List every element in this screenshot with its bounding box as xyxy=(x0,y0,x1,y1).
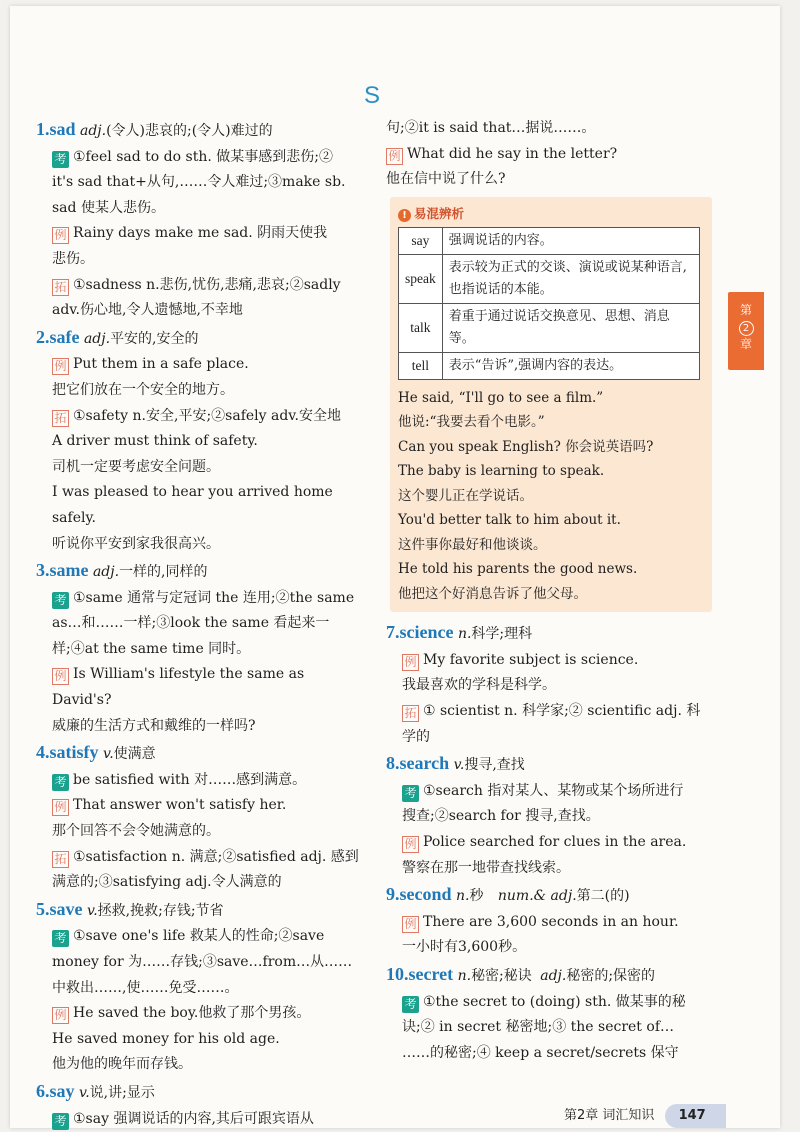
cell-desc: 着重于通过说话交换意见、思想、消息等。 xyxy=(442,303,699,352)
text-line: 样;④at the same time 同时。 xyxy=(52,640,251,657)
part-of-speech: n. xyxy=(457,968,472,984)
example-icon: 例 xyxy=(386,148,403,165)
cell-word: say xyxy=(399,227,443,254)
kao-line xyxy=(36,924,366,950)
part-of-speech: v. xyxy=(453,757,465,774)
definition: 秒 xyxy=(469,888,484,905)
part-of-speech: adj. xyxy=(92,564,120,581)
box-example: 这件事你最好和他谈谈。 xyxy=(398,536,547,553)
headword: 5.save xyxy=(36,898,83,919)
box-example: You'd better talk to him about it. xyxy=(398,512,621,529)
definition: 第二(的) xyxy=(576,888,630,905)
text-line: 悲伤。 xyxy=(52,250,94,267)
box-example: Can you speak English? 你会说英语吗? xyxy=(398,438,654,455)
right-column xyxy=(386,116,716,1066)
text: Is William's lifestyle the same as David's? xyxy=(52,666,305,709)
tuo-line xyxy=(36,273,366,299)
part-of-speech: v. xyxy=(102,746,114,763)
extend-icon: 拓 xyxy=(52,279,69,296)
tuo-line xyxy=(36,845,366,871)
text-line: 我最喜欢的学科是科学。 xyxy=(402,677,556,694)
section-letter: S xyxy=(364,82,381,109)
entry-sad xyxy=(36,117,366,145)
definition: 拯救,挽救;存钱;节省 xyxy=(97,902,224,919)
text: ①feel sad to do sth. 做某事感到悲伤;② xyxy=(73,148,333,165)
table-row xyxy=(399,254,700,303)
tab-text: 章 xyxy=(739,337,752,351)
text-line: money for 为……存钱;③save…from…从…… xyxy=(52,954,353,970)
part-of-speech: v. xyxy=(86,902,98,919)
table-row xyxy=(399,227,700,254)
text: ①say 强调说话的内容,其后可跟宾语从 xyxy=(73,1110,314,1127)
li-line xyxy=(386,648,716,674)
box-example: 这个婴儿正在学说话。 xyxy=(398,487,533,504)
headword: 1.sad xyxy=(36,119,76,139)
page-footer xyxy=(564,1104,726,1128)
cell-desc: 强调说话的内容。 xyxy=(442,227,699,254)
kao-icon: 考 xyxy=(52,1113,69,1130)
table-row xyxy=(399,352,700,379)
kao-icon: 考 xyxy=(52,774,69,791)
text: Put them in a safe place. xyxy=(73,356,249,373)
text: ① scientist n. 科学家;② scientific adj. 科 xyxy=(423,703,701,720)
definition: 搜寻,查找 xyxy=(464,757,525,774)
text-line: He saved money for his old age. xyxy=(52,1030,280,1047)
box-title xyxy=(398,203,704,225)
box-example: 他把这个好消息告诉了他父母。 xyxy=(398,585,587,602)
kao-line xyxy=(36,586,366,612)
text-line: 搜查;②search for 搜寻,查找。 xyxy=(402,808,600,825)
example-icon: 例 xyxy=(52,1007,69,1024)
definition: (令人)悲哀的;(令人)难过的 xyxy=(106,123,273,139)
tuo-line xyxy=(36,404,366,430)
extend-icon: 拓 xyxy=(52,851,69,868)
entry-same xyxy=(36,558,366,586)
kao-line xyxy=(386,990,716,1016)
headword: 10.secret xyxy=(386,964,454,984)
text: ①the secret to (doing) sth. 做某事的秘 xyxy=(423,993,686,1010)
definition: 科学;理科 xyxy=(471,626,533,643)
li-line xyxy=(36,352,366,378)
kao-icon: 考 xyxy=(402,996,419,1013)
definition: 一样的,同样的 xyxy=(119,564,208,581)
example-icon: 例 xyxy=(52,668,69,685)
text: My favorite subject is science. xyxy=(423,651,639,668)
example-icon: 例 xyxy=(52,358,69,375)
text: ①same 通常与定冠词 the 连用;②the same xyxy=(73,589,355,606)
text-line: 司机一定要考虑安全问题。 xyxy=(52,458,220,475)
headword: 3.same xyxy=(36,560,89,581)
kao-line xyxy=(36,145,366,171)
text-line: 听说你平安到家我很高兴。 xyxy=(52,535,220,552)
extend-icon: 拓 xyxy=(402,705,419,722)
text: ①search 指对某人、某物或某个场所进行 xyxy=(423,782,684,799)
example-icon: 例 xyxy=(402,916,419,933)
warning-icon: ! xyxy=(398,209,411,222)
kao-icon: 考 xyxy=(52,930,69,947)
text-line: I was pleased to hear you arrived home safely. xyxy=(52,484,333,526)
kao-icon: 考 xyxy=(52,592,69,609)
definition: 秘密的;保密的 xyxy=(566,968,656,984)
entry-say xyxy=(36,1079,366,1107)
text-line: 把它们放在一个安全的地方。 xyxy=(52,381,234,398)
text-line: ……的秘密;④ keep a secret/secrets 保守 xyxy=(402,1044,679,1061)
kao-line xyxy=(36,768,366,794)
text: ①save one's life 救某人的性命;②save xyxy=(73,928,325,945)
cell-word: tell xyxy=(399,352,443,379)
text-line: 学的 xyxy=(402,728,430,745)
book-page xyxy=(10,6,780,1128)
text-line: 满意的;③satisfying adj.令人满意的 xyxy=(52,874,282,891)
part-of-speech: num.& adj. xyxy=(497,888,577,905)
kao-icon: 考 xyxy=(402,785,419,802)
text-line: 那个回答不会令她满意的。 xyxy=(52,823,220,840)
text: That answer won't satisfy her. xyxy=(73,797,287,814)
example-icon: 例 xyxy=(52,227,69,244)
example-icon: 例 xyxy=(402,654,419,671)
box-example: He said, “I'll go to see a film.” xyxy=(398,389,604,406)
tuo-line xyxy=(386,699,716,725)
definition: 平安的,安全的 xyxy=(110,330,199,347)
extend-icon: 拓 xyxy=(52,410,69,427)
example-icon: 例 xyxy=(402,836,419,853)
text-line: 警察在那一地带查找线索。 xyxy=(402,859,570,876)
headword: 2.safe xyxy=(36,326,80,347)
left-column xyxy=(36,116,366,1132)
text: What did he say in the letter? xyxy=(407,145,618,162)
part-of-speech: v. xyxy=(78,1084,90,1101)
text-line: 一小时有3,600秒。 xyxy=(402,939,527,956)
headword: 9.second xyxy=(386,884,452,905)
li-line xyxy=(386,910,716,936)
kao-line xyxy=(386,779,716,805)
li-line xyxy=(36,1001,366,1027)
chapter-side-tab xyxy=(728,292,764,370)
box-example: The baby is learning to speak. xyxy=(398,463,605,480)
cell-word: speak xyxy=(399,254,443,303)
text-line: as…和……一样;③look the same 看起来一 xyxy=(52,615,330,632)
text: He saved the boy.他救了那个男孩。 xyxy=(73,1005,311,1022)
text-line: it's sad that+从句,……令人难过;③make sb. xyxy=(52,174,346,191)
box-example: He told his parents the good news. xyxy=(398,561,638,578)
li-line xyxy=(386,142,716,168)
text-line: 诀;② in secret 秘密地;③ the secret of… xyxy=(402,1019,674,1036)
text-line: sad 使某人悲伤。 xyxy=(52,199,165,216)
headword: 7.science xyxy=(386,622,454,643)
footer-title: 词汇知识 xyxy=(602,1108,655,1123)
text-line: 句;②it is said that…据说……。 xyxy=(386,120,596,136)
entry-safe xyxy=(36,325,366,353)
li-line xyxy=(36,221,366,247)
entry-satisfy xyxy=(36,740,366,768)
text-line: 中救出……,使……免受……。 xyxy=(52,979,239,996)
kao-line xyxy=(36,1107,366,1132)
li-line xyxy=(36,662,366,713)
entry-second xyxy=(386,882,716,910)
text: be satisfied with 对……感到满意。 xyxy=(73,771,307,788)
entry-save xyxy=(36,897,366,925)
text-line: A driver must think of safety. xyxy=(52,433,258,450)
definition: 说,讲;显示 xyxy=(89,1084,155,1101)
text: Police searched for clues in the area. xyxy=(423,834,687,851)
chapter-number: 2 xyxy=(739,321,754,336)
comparison-table xyxy=(398,227,700,380)
tab-text: 第 xyxy=(739,303,752,317)
cell-word: talk xyxy=(399,303,443,352)
example-icon: 例 xyxy=(52,799,69,816)
entry-secret xyxy=(386,962,716,990)
page-number: 147 xyxy=(665,1104,726,1128)
text: ①safety n.安全,平安;②safely adv.安全地 xyxy=(73,407,342,424)
text-line: 他在信中说了什么? xyxy=(386,171,506,188)
entry-search xyxy=(386,751,716,779)
text-line: adv.伤心地,令人遗憾地,不幸地 xyxy=(52,302,243,319)
text: 易混辨析 xyxy=(414,205,465,221)
text: Rainy days make me sad. 阴雨天使我 xyxy=(73,225,328,242)
kao-icon: 考 xyxy=(52,151,69,168)
part-of-speech: adj. xyxy=(79,123,107,139)
headword: 6.say xyxy=(36,1080,75,1101)
li-line xyxy=(36,793,366,819)
text-line: 威廉的生活方式和戴维的一样吗? xyxy=(52,717,256,734)
definition: 秘密;秘诀 xyxy=(471,968,532,984)
text: There are 3,600 seconds in an hour. xyxy=(423,913,679,930)
confusion-box xyxy=(390,197,712,613)
li-line xyxy=(386,830,716,856)
part-of-speech: adj. xyxy=(83,330,111,347)
text: ①satisfaction n. 满意;②satisfied adj. 感到 xyxy=(73,848,359,865)
headword: 4.satisfy xyxy=(36,742,99,763)
part-of-speech: n. xyxy=(457,626,472,643)
part-of-speech: n. xyxy=(455,888,470,905)
box-example: 他说:“我要去看个电影。” xyxy=(398,414,545,431)
headword: 8.search xyxy=(386,753,450,774)
entry-science xyxy=(386,620,716,648)
text: ①sadness n.悲伤,忧伤,悲痛,悲哀;②sadly xyxy=(73,276,341,293)
footer-chapter: 第2章 xyxy=(564,1108,599,1123)
cell-desc: 表示较为正式的交谈、演说或说某种语言,也指说话的本能。 xyxy=(442,254,699,303)
cell-desc: 表示“告诉”,强调内容的表达。 xyxy=(442,352,699,379)
text-line: 他为他的晚年而存钱。 xyxy=(52,1056,192,1073)
definition: 使满意 xyxy=(113,746,156,763)
part-of-speech: adj. xyxy=(540,968,567,984)
table-row xyxy=(399,303,700,352)
